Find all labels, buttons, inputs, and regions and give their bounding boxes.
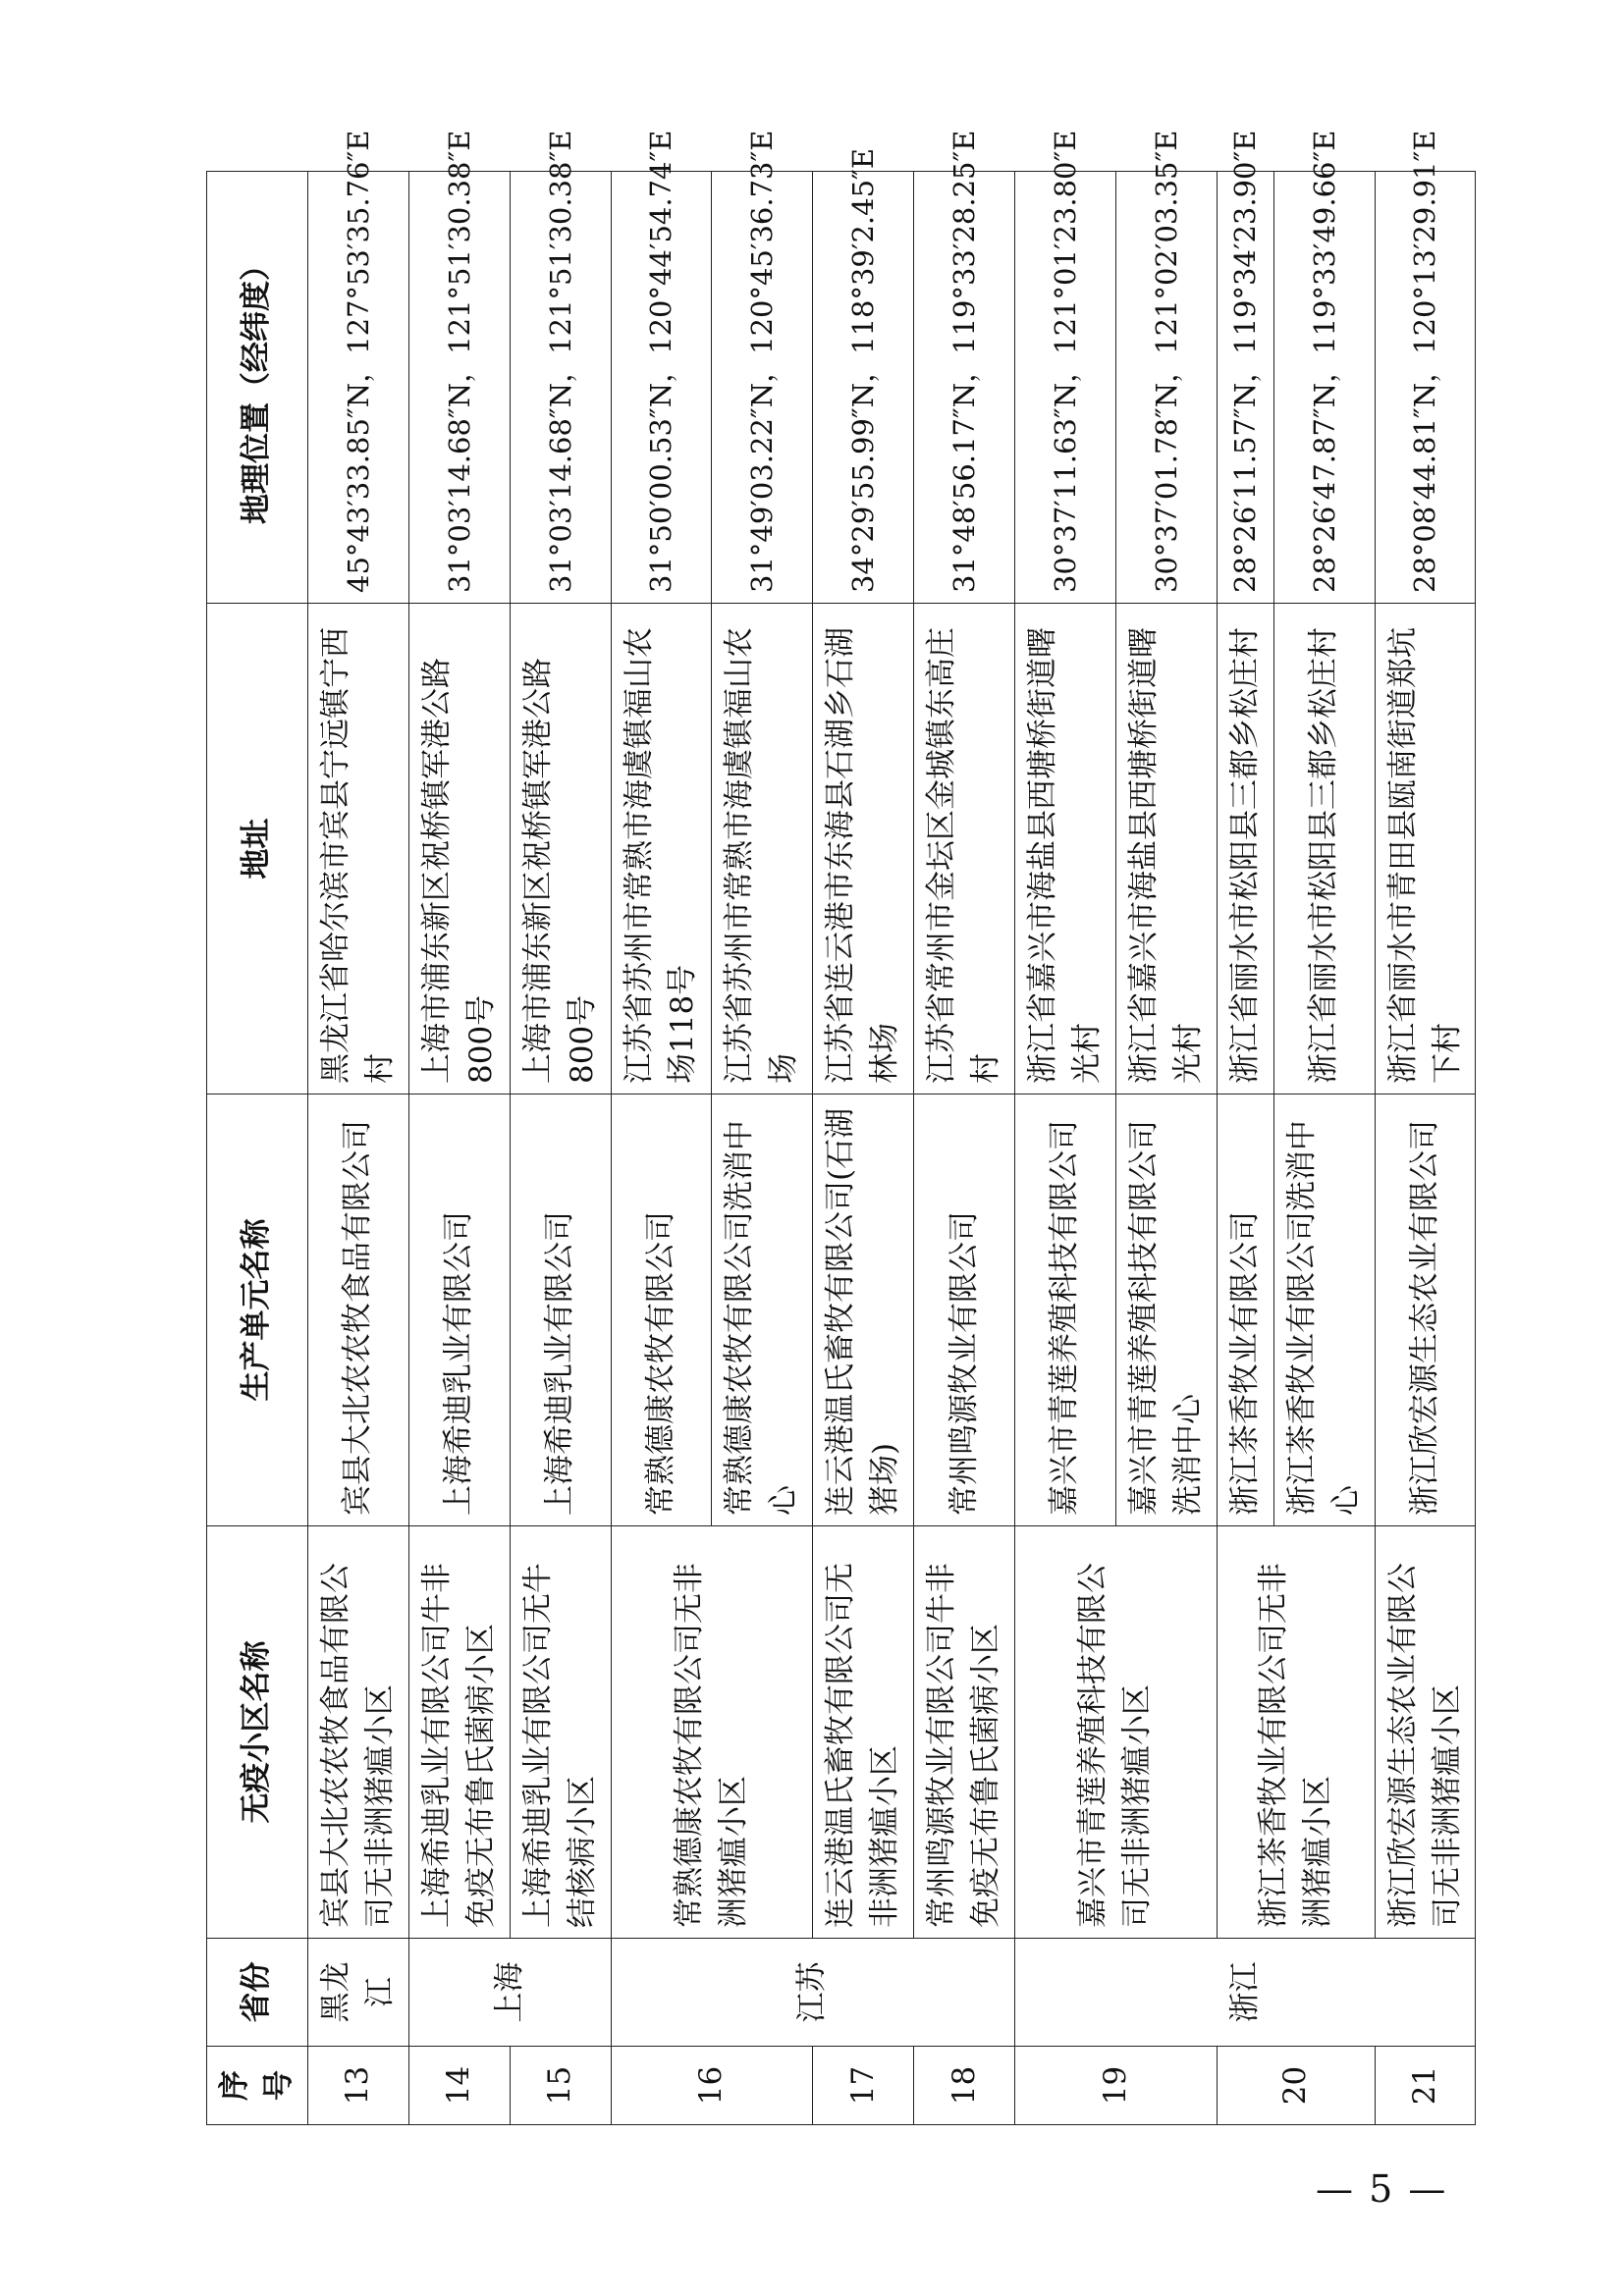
row-index: 21 <box>1375 2047 1476 2125</box>
table-header-row <box>207 172 308 2125</box>
row-index: 19 <box>1015 2047 1218 2125</box>
row-unit: 常州鸣源牧业有限公司 <box>914 1095 1015 1526</box>
rotated-page <box>206 130 1465 2125</box>
row-unit: 常熟德康农牧有限公司 <box>611 1095 712 1526</box>
row-address: 上海市浦东新区祝桥镇军港公路800号 <box>408 604 510 1095</box>
row-geo: 28°26′47.87″N，119°33′49.66″E <box>1273 172 1375 604</box>
row-address: 江苏省常州市金坛区金城镇东高庄村 <box>914 604 1015 1095</box>
row-address: 黑龙江省哈尔滨市宾县宁远镇宁西村 <box>307 604 408 1095</box>
row-unit: 浙江茶香牧业有限公司 <box>1217 1095 1273 1526</box>
row-province: 上海 <box>408 1939 611 2047</box>
row-geo: 31°03′14.68″N，121°51′30.38″E <box>408 172 510 604</box>
row-unit: 上海希迪乳业有限公司 <box>408 1095 510 1526</box>
row-index: 20 <box>1217 2047 1375 2125</box>
row-unit: 宾县大北农农牧食品有限公司 <box>307 1095 408 1526</box>
row-province: 黑龙江 <box>307 1939 408 2047</box>
row-geo: 31°49′03.22″N，120°45′36.73″E <box>712 172 813 604</box>
row-geo: 31°48′56.17″N，119°33′28.25″E <box>914 172 1015 604</box>
row-index: 14 <box>408 2047 510 2125</box>
row-province: 江苏 <box>611 1939 1015 2047</box>
row-unit: 嘉兴市青莲养殖科技有限公司 <box>1015 1095 1116 1526</box>
header-address: 地址 <box>207 604 308 1095</box>
row-province: 浙江 <box>1015 1939 1476 2047</box>
row-index: 16 <box>611 2047 813 2125</box>
row-address: 浙江省丽水市青田县瓯南街道郑坑下村 <box>1375 604 1476 1095</box>
row-unit: 连云港温氏畜牧有限公司(石湖猪场) <box>813 1095 914 1526</box>
table-row <box>914 172 1015 2125</box>
row-index: 13 <box>307 2047 408 2125</box>
row-geo: 30°37′01.78″N，121°02′03.35″E <box>1115 172 1217 604</box>
row-geo: 28°26′11.57″N，119°34′23.90″E <box>1217 172 1273 604</box>
table-row <box>1375 172 1476 2125</box>
table-row <box>1217 172 1273 2125</box>
row-geo: 28°08′44.81″N，120°13′29.91″E <box>1375 172 1476 604</box>
row-zone: 浙江茶香牧业有限公司无非洲猪瘟小区 <box>1217 1526 1375 1939</box>
row-address: 上海市浦东新区祝桥镇军港公路800号 <box>510 604 611 1095</box>
row-unit: 嘉兴市青莲养殖科技有限公司洗消中心 <box>1115 1095 1217 1526</box>
table-row <box>611 172 712 2125</box>
row-address: 江苏省连云港市东海县石湖乡石湖林场 <box>813 604 914 1095</box>
row-zone: 上海希迪乳业有限公司牛非免疫无布鲁氏菌病小区 <box>408 1526 510 1939</box>
row-unit: 浙江欣宏源生态农业有限公司 <box>1375 1095 1476 1526</box>
rotated-table-wrapper <box>206 130 1465 2125</box>
row-geo: 34°29′55.99″N，118°39′2.45″E <box>813 172 914 604</box>
row-zone: 连云港温氏畜牧有限公司无非洲猪瘟小区 <box>813 1526 914 1939</box>
row-address: 浙江省嘉兴市海盐县西塘桥街道曙光村 <box>1015 604 1116 1095</box>
header-geo: 地理位置（经纬度） <box>207 172 308 604</box>
page-number: — 5 — <box>1316 2167 1448 2211</box>
header-zone: 无疫小区名称 <box>207 1526 308 1939</box>
row-zone: 浙江欣宏源生态农业有限公司无非洲猪瘟小区 <box>1375 1526 1476 1939</box>
row-address: 浙江省丽水市松阳县三都乡松庄村 <box>1273 604 1375 1095</box>
row-geo: 31°03′14.68″N，121°51′30.38″E <box>510 172 611 604</box>
row-index: 15 <box>510 2047 611 2125</box>
header-province: 省份 <box>207 1939 308 2047</box>
row-zone: 上海希迪乳业有限公司无牛结核病小区 <box>510 1526 611 1939</box>
table-row <box>307 172 408 2125</box>
row-index: 17 <box>813 2047 914 2125</box>
row-zone: 常熟德康农牧有限公司无非洲猪瘟小区 <box>611 1526 813 1939</box>
row-zone: 宾县大北农农牧食品有限公司无非洲猪瘟小区 <box>307 1526 408 1939</box>
row-zone: 常州鸣源牧业有限公司牛非免疫无布鲁氏菌病小区 <box>914 1526 1015 1939</box>
header-unit: 生产单元名称 <box>207 1095 308 1526</box>
row-unit: 常熟德康农牧有限公司洗消中心 <box>712 1095 813 1526</box>
row-geo: 30°37′11.63″N，121°01′23.80″E <box>1015 172 1116 604</box>
zone-table <box>206 130 1476 2125</box>
row-address: 江苏省苏州市常熟市海虞镇福山农场118号 <box>611 604 712 1095</box>
row-address: 江苏省苏州市常熟市海虞镇福山农场 <box>712 604 813 1095</box>
row-zone: 嘉兴市青莲养殖科技有限公司无非洲猪瘟小区 <box>1015 1526 1218 1939</box>
table-row <box>813 172 914 2125</box>
row-geo: 31°50′00.53″N，120°44′54.74″E <box>611 172 712 604</box>
row-geo: 45°43′33.85″N，127°53′35.76″E <box>307 172 408 604</box>
row-index: 18 <box>914 2047 1015 2125</box>
table-row <box>408 172 510 2125</box>
header-index: 序号 <box>207 2047 308 2125</box>
row-unit: 上海希迪乳业有限公司 <box>510 1095 611 1526</box>
row-address: 浙江省嘉兴市海盐县西塘桥街道曙光村 <box>1115 604 1217 1095</box>
row-unit: 浙江茶香牧业有限公司洗消中心 <box>1273 1095 1375 1526</box>
row-address: 浙江省丽水市松阳县三都乡松庄村 <box>1217 604 1273 1095</box>
table-row <box>510 172 611 2125</box>
table-row <box>1015 172 1116 2125</box>
